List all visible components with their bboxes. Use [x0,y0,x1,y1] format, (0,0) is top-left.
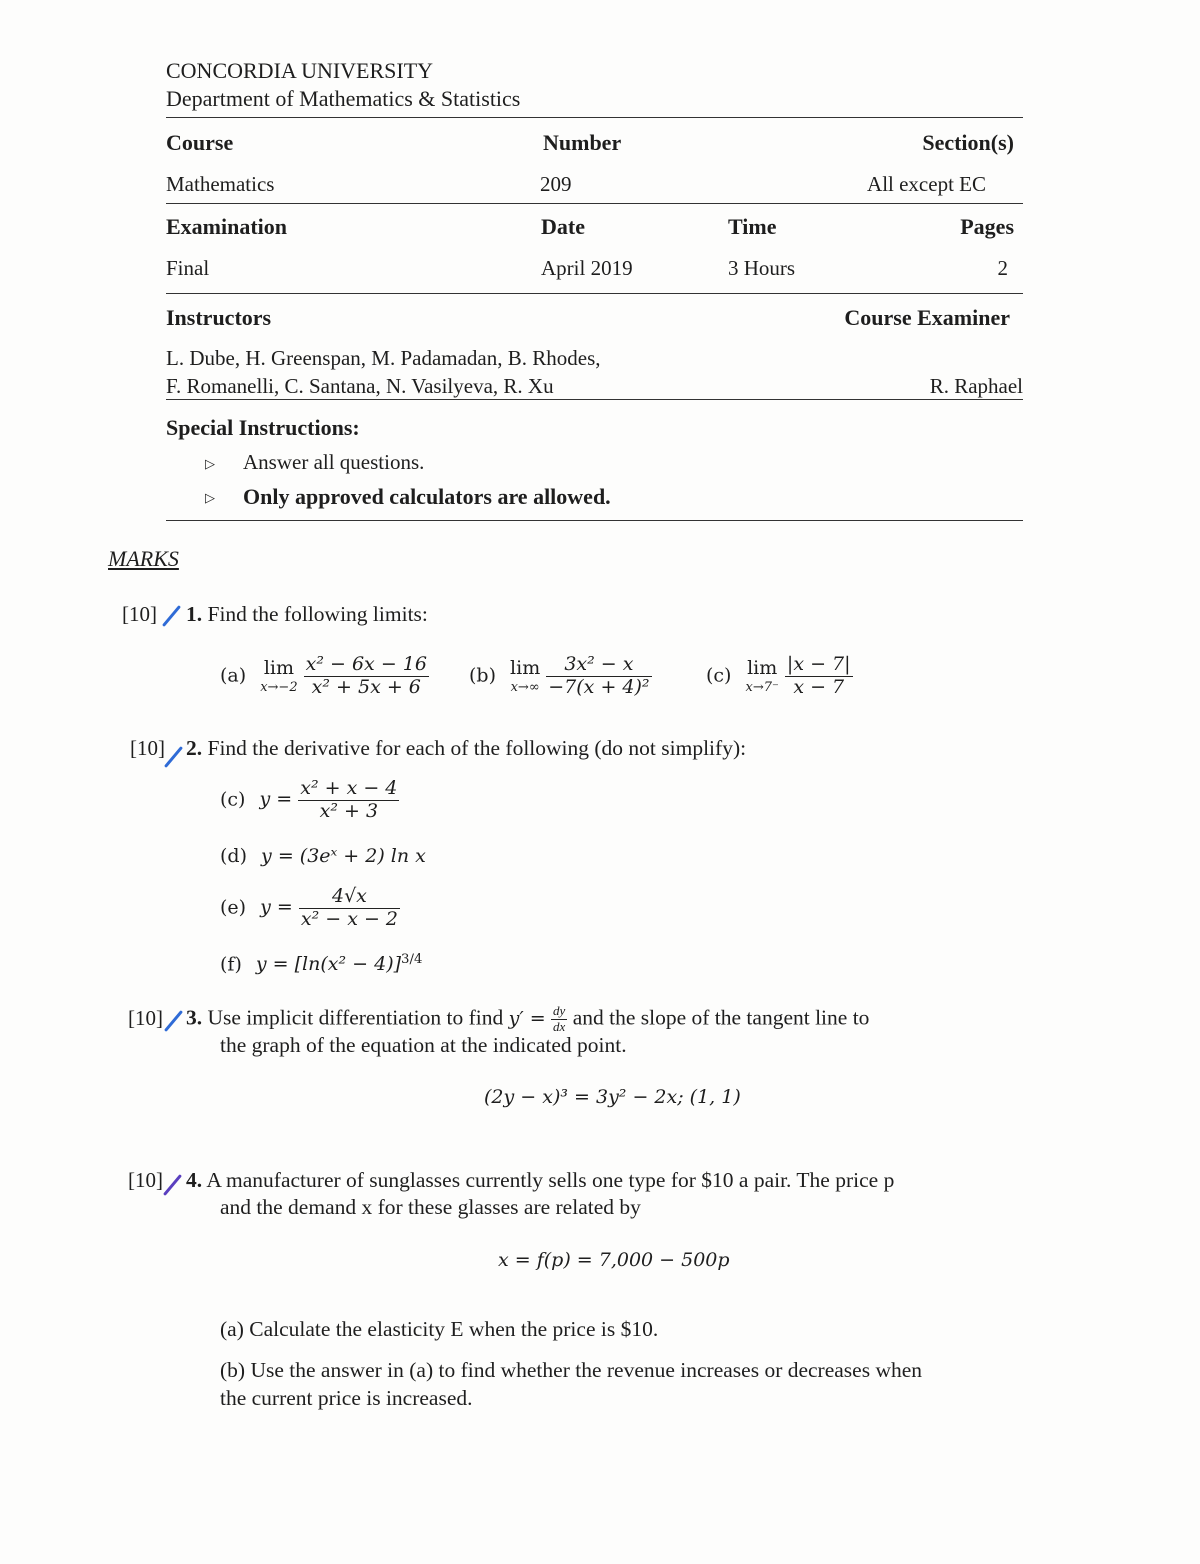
question-4-part-b: (b) Use the answer in (a) to find whether the revenue increases or decreases when [220,1358,923,1382]
question-3 [186,1004,869,1035]
derivative-part-f [220,952,422,975]
denominator: x − 7 [793,675,845,698]
denominator: dx [553,1018,566,1034]
question-text: A manufacturer of sunglasses currently sells one type for $10 a pair. The price p [206,1168,895,1192]
part-label: (c) [706,664,732,687]
instructors-line-2: F. Romanelli, C. Santana, N. Vasilyeva, R. Xu [166,374,554,398]
course-value: Mathematics [166,172,275,196]
y-prime: y′ = [508,1007,546,1030]
sections-value: All except EC [867,172,986,196]
question-1 [186,602,428,627]
divider [166,399,1023,400]
triangle-bullet-icon: ▷ [205,490,215,505]
question-4-marks: [10] [128,1168,163,1192]
question-text: Find the derivative for each of the following (do not simplify): [207,736,747,760]
lim-word: lim [747,656,778,679]
question-text: and the slope of the tangent line to [572,1005,870,1030]
divider [166,203,1023,204]
examiner-label: Course Examiner [844,305,1010,330]
examiner-value: R. Raphael [929,374,1023,398]
question-1-marks: [10] [122,602,157,626]
numerator: x² − 6x − 16 [305,653,427,675]
lim-subscript: x→−2 [260,679,298,695]
pages-value: 2 [997,256,1008,280]
question-text: Use implicit differentiation to find [207,1005,504,1030]
lhs: y = [260,896,293,919]
pen-tick-mark [163,1174,182,1196]
marks-heading: MARKS [108,546,179,571]
pen-tick-mark [164,746,183,768]
question-4 [186,1168,894,1193]
limit-part-b [469,654,652,699]
instructors-line-1: L. Dube, H. Greenspan, M. Padamadan, B. Rhodes, [166,346,601,370]
derivative-part-d [220,845,426,867]
instructors-label: Instructors [166,305,272,330]
derivative-part-c [220,778,399,823]
pages-label: Pages [960,214,1014,239]
sections-label: Section(s) [922,130,1014,155]
question-3-marks: [10] [128,1006,163,1030]
question-text: Find the following limits: [207,602,428,626]
denominator: −7(x + 4)² [548,675,650,698]
lim-word: lim [263,656,294,679]
expression: y = (3eˣ + 2) ln x [261,845,426,867]
lim-subscript: x→∞ [510,679,540,695]
time-value: 3 Hours [728,256,796,280]
part-label: (c) [220,788,246,811]
lim-subscript: x→7⁻ [745,679,779,695]
number-value: 209 [540,172,572,196]
university-name: CONCORDIA UNIVERSITY [166,58,434,83]
numerator: |x − 7| [786,653,851,675]
course-label: Course [166,130,234,155]
question-4-equation: x = f(p) = 7,000 − 500p [498,1249,730,1271]
part-label: (b) [469,664,496,687]
question-4-line-2: and the demand x for these glasses are related by [220,1195,641,1219]
part-label: (a) [220,664,247,687]
numerator: x² + x − 4 [300,777,398,799]
numerator: 4√x [299,886,400,909]
date-value: April 2019 [541,256,633,280]
part-label: (f) [220,953,242,976]
lim-word: lim [510,656,541,679]
part-label: (e) [220,896,247,919]
numerator: 3x² − x [546,654,651,677]
question-3-equation: (2y − x)³ = 3y² − 2x; (1, 1) [484,1086,741,1108]
limit-part-c [706,654,853,699]
question-2-marks: [10] [130,736,165,760]
question-number: 1. [186,602,203,626]
divider [166,520,1023,521]
examination-label: Examination [166,214,288,239]
pen-tick-mark [162,605,181,627]
expression: y = [ln(x² − 4)] [255,953,402,976]
question-number: 2. [186,736,203,760]
question-3-line-2: the graph of the equation at the indicated point. [220,1033,627,1057]
examination-value: Final [166,256,210,280]
special-instructions-title: Special Instructions: [166,415,360,440]
lhs: y = [259,788,293,811]
date-label: Date [541,214,585,239]
exponent: 3/4 [401,952,423,967]
divider [166,117,1023,118]
denominator: x² − x − 2 [300,907,399,930]
instruction-item [205,455,215,473]
question-4-part-b-line-2: the current price is increased. [220,1386,473,1410]
instruction-item [205,489,215,507]
limit-part-a [220,654,429,699]
instruction-text: Answer all questions. [243,450,425,474]
question-number: 4. [186,1168,203,1192]
triangle-bullet-icon: ▷ [205,456,215,471]
number-label: Number [543,130,622,155]
question-2 [186,736,746,761]
pen-tick-mark [164,1010,183,1032]
part-label: (d) [220,845,247,867]
denominator: x² + 5x + 6 [311,675,421,698]
question-4-part-a: (a) Calculate the elasticity E when the price is $10. [220,1317,659,1341]
numerator: dy [553,1003,566,1018]
derivative-part-e [220,886,400,931]
department-name: Department of Mathematics & Statistics [166,86,521,111]
divider [166,293,1023,294]
time-label: Time [728,214,777,239]
question-number: 3. [186,1005,203,1030]
denominator: x² + 3 [319,799,379,822]
instruction-text: Only approved calculators are allowed. [243,484,611,509]
